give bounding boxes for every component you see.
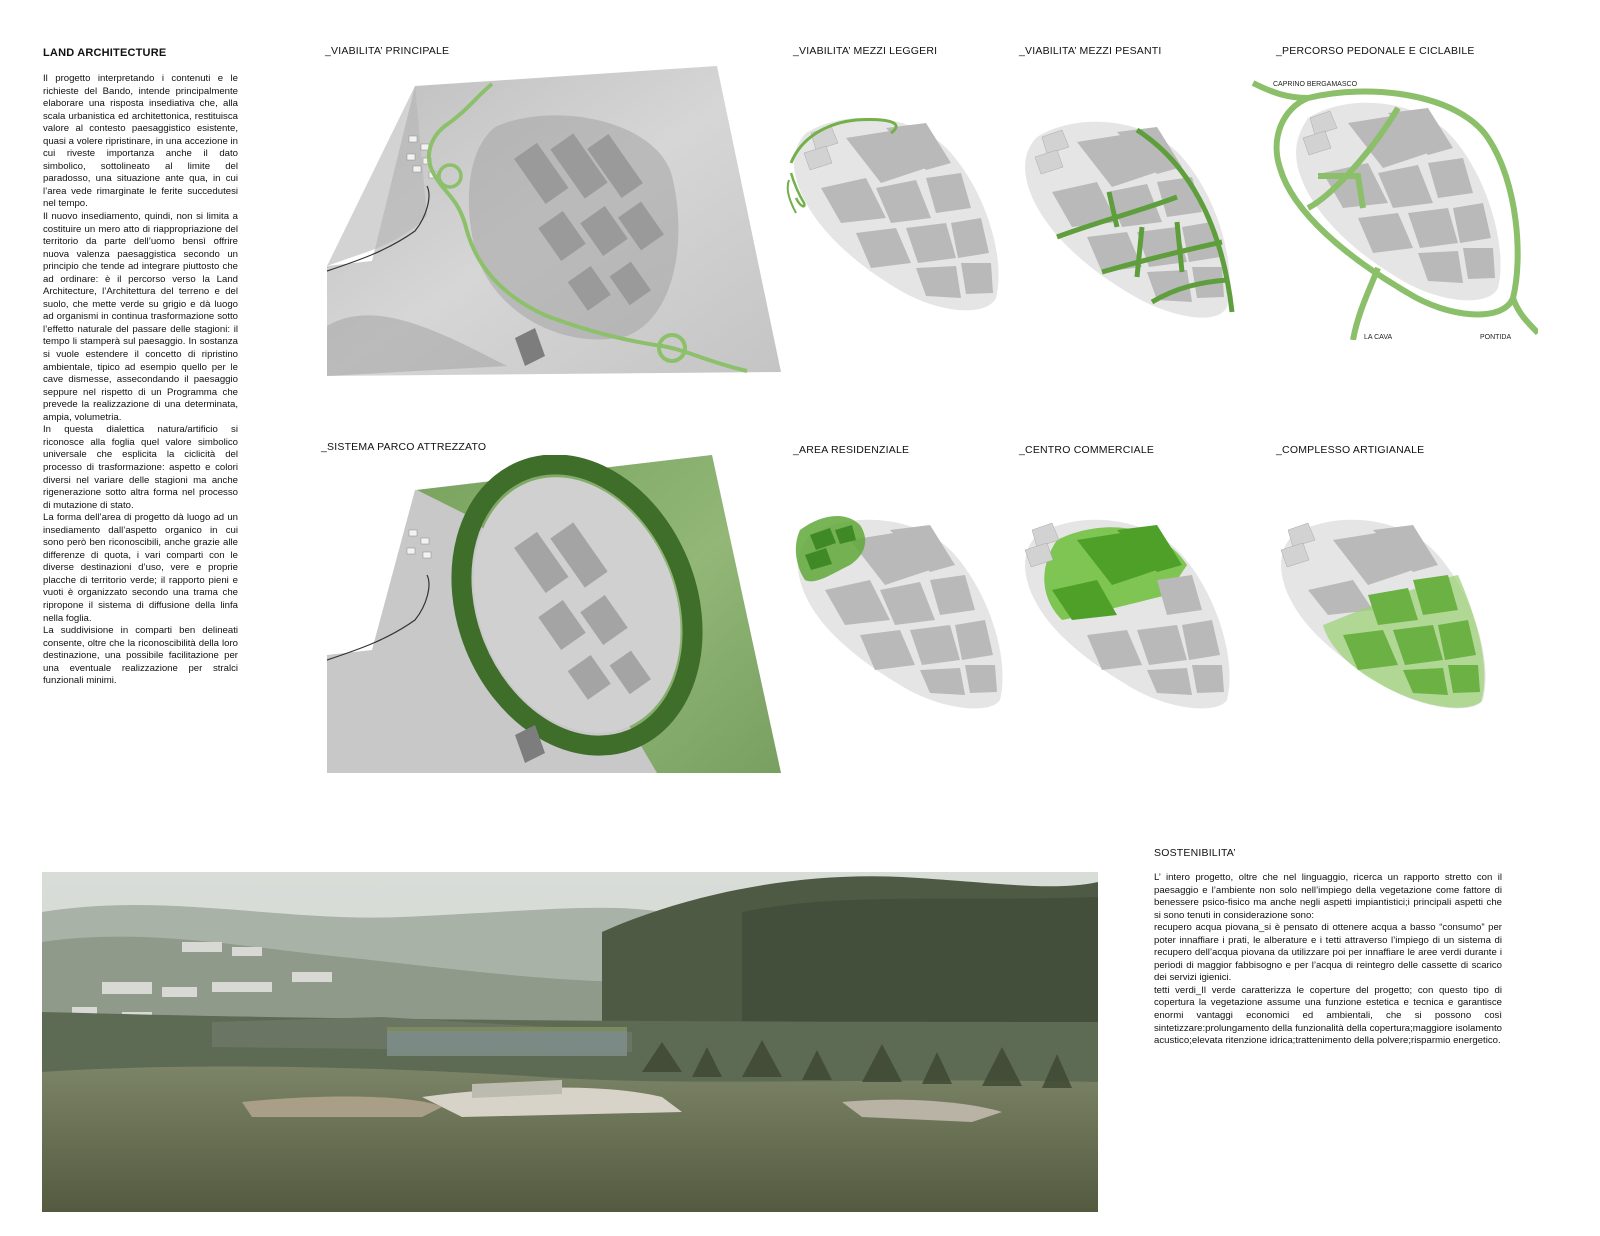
leaf-map-area-residenziale bbox=[790, 510, 1010, 712]
land-architecture-text bbox=[43, 73, 238, 688]
map-label-la-cava: LA CAVA bbox=[1364, 334, 1393, 341]
leaf-map-viabilita-pesanti bbox=[1017, 112, 1242, 330]
panel-title-centro-commerciale: _CENTRO COMMERCIALE bbox=[1019, 444, 1155, 456]
paragraph: tetti verdi_Il verde caratterizza le coperture del progetto; con questo tipo di copertura la vegetazione assume una funzione estetica e tecnica e garantisce enormi vantaggi economici ed ambientali, che si possono così sintetizzare:prolungamento della funzionalità della copertura;maggiore isolamento acustico;elevata ritenzione idrica;trattenimento della polvere;risparmio energetico. bbox=[1154, 984, 1502, 1047]
terrain-map-sistema-parco bbox=[327, 455, 781, 775]
paragraph: Il progetto interpretando i contenuti e le richieste del Bando, intende principalmente elaborare una risposta insediativa che, alla scala urbanistica ed architettonica, restituisca valore al contesto paesaggistico esistente, quasi a volere ripristinare, in una accezione in cui riveste importanza anche il dato simbolico, sottolineato al limite del paradosso, una situazione ante qua, in cui l’area vede rimarginate le ferite succedutesi nel tempo. bbox=[43, 73, 238, 210]
sustainability-text bbox=[1154, 872, 1502, 1048]
map-label-pontida: PONTIDA bbox=[1480, 334, 1512, 341]
paragraph: Il nuovo insediamento, quindi, non si limita a costituire un mero atto di riappropriazione del territorio da parte dell’uomo bensì offrire nuova valenza paesaggistica secondo un principio che tende ad integrare piuttosto che ad ordinare: è il percorso verso la Land Architecture, l’Architettura del terreno e del suolo, che mette verde su grigio e dà luogo ad organismi in continua trasformazione sotto l’effetto naturale del passare delle stagioni: il tempo li stamperà sul paesaggio. In sostanza si vuole estendere il concetto di ripristino ambientale, tipico ad esempio quello per le cave dismesse, assecondando il paesaggio seppure nel rispetto di un Programma che prevede la realizzazione di una determinata, ampia, volumetria. bbox=[43, 211, 238, 423]
land-architecture-heading: LAND ARCHITECTURE bbox=[43, 47, 167, 59]
terrain-map-viabilita-principale bbox=[327, 66, 781, 378]
panel-title-area-residenziale: _AREA RESIDENZIALE bbox=[793, 444, 910, 456]
leaf-map-viabilita-leggeri bbox=[786, 108, 1008, 315]
paragraph: La suddivisione in comparti ben delineati consente, oltre che la riconoscibilità della loro destinazione, una possibile facilitazione per una eventuale realizzazione per stralci funzionali minimi. bbox=[43, 625, 238, 687]
panel-title-viabilita-leggeri: _VIABILITA’ MEZZI LEGGERI bbox=[793, 45, 938, 57]
panel-title-viabilita-pesanti: _VIABILITA’ MEZZI PESANTI bbox=[1019, 45, 1162, 57]
paragraph: In questa dialettica natura/artificio si riconosce alla foglia quel valore simbolico universale che esplicita la ciclicità del processo di trasformazione: aspetto e colori diversi nel variare delle stagioni ma anche rigenerazione sotto altra forma nel processo di mutazione di stato. bbox=[43, 424, 238, 511]
leaf-map-centro-commerciale bbox=[1017, 510, 1237, 712]
panel-title-viabilita-principale: _VIABILITA’ PRINCIPALE bbox=[325, 45, 450, 57]
panel-title-sistema-parco: _SISTEMA PARCO ATTREZZATO bbox=[321, 441, 487, 453]
paragraph: recupero acqua piovana_si è pensato di ottenere acqua a basso “consumo” per poter innaffiare i prati, le alberature e i tetti attraverso l’impiego di un sistema di recupero dell’acqua piovana da utilizzare poi per innaffiare le aree verdi durante i periodi di maggior fabbisogno e per l’acqua di reintegro delle cassette di scarico dei servizi igienici. bbox=[1154, 922, 1502, 984]
paragraph: L’ intero progetto, oltre che nel linguaggio, ricerca un rapporto stretto con il paesaggio e l’ambiente non solo nell’impiego della vegetazione come fattore di benessere psico-fisico ma anche negli aspetti impiantistici;i principali aspetti che si sono tenuti in considerazione sono: bbox=[1154, 872, 1502, 921]
panel-title-percorso: _PERCORSO PEDONALE E CICLABILE bbox=[1276, 45, 1475, 57]
landscape-render-photo bbox=[42, 872, 1098, 1212]
sustainability-heading: SOSTENIBILITA’ bbox=[1154, 847, 1236, 859]
leaf-map-complesso-artigianale bbox=[1273, 510, 1493, 712]
paragraph: La forma dell’area di progetto dà luogo ad un insediamento dall’aspetto organico in cui sono però ben riconoscibili, anche grazie alle differenze di quota, i vari comparti con le diverse destinazioni d’uso, vere e proprie placche di territorio verde; il rapporto pieni e vuoti è organizzato secondo una trama che ripropone il sistema di diffusione della linfa nella foglia. bbox=[43, 512, 238, 624]
panel-title-complesso-artigianale: _COMPLESSO ARTIGIANALE bbox=[1276, 444, 1425, 456]
leaf-map-percorso bbox=[1248, 78, 1538, 340]
map-label-caprino: CAPRINO BERGAMASCO bbox=[1273, 81, 1358, 88]
